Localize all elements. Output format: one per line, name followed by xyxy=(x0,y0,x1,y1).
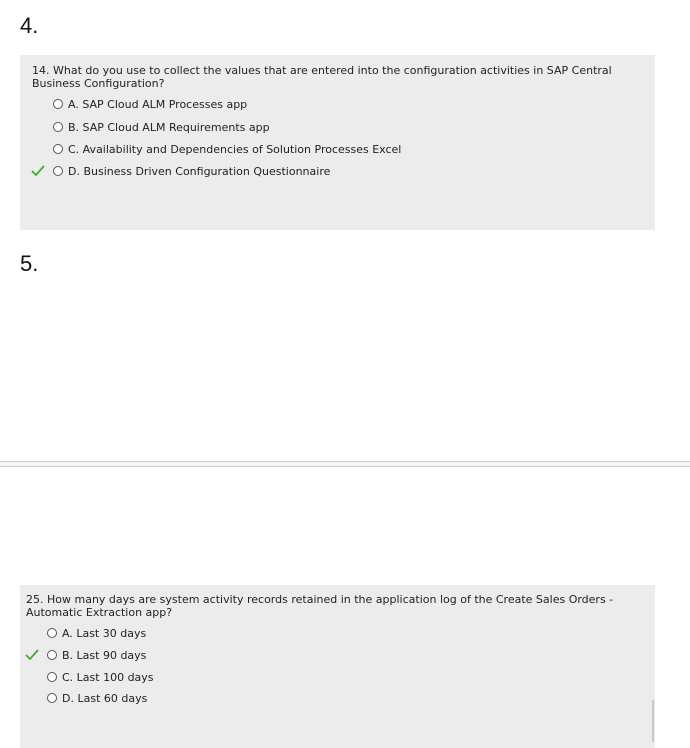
option-b[interactable] xyxy=(47,648,146,662)
checkmark-icon xyxy=(25,648,39,662)
checkmark-icon xyxy=(31,164,45,178)
option-a[interactable] xyxy=(53,97,247,111)
option-label: A. SAP Cloud ALM Processes app xyxy=(68,97,248,111)
radio-button[interactable] xyxy=(47,650,57,660)
question-card xyxy=(20,55,655,230)
radio-button[interactable] xyxy=(47,628,57,638)
question-text: 25. How many days are system activity records retained in the application log of the Create Sales Orders - Automatic Extraction app? xyxy=(26,593,614,619)
radio-button[interactable] xyxy=(53,166,63,176)
option-d[interactable] xyxy=(53,164,330,178)
radio-button[interactable] xyxy=(53,144,63,154)
page-divider xyxy=(0,461,690,467)
option-label: B. SAP Cloud ALM Requirements app xyxy=(68,120,270,134)
question-card xyxy=(20,585,655,748)
option-b[interactable] xyxy=(53,120,270,134)
option-label: C. Last 100 days xyxy=(62,670,154,684)
radio-button[interactable] xyxy=(47,693,57,703)
option-label: C. Availability and Dependencies of Solution Processes Excel xyxy=(68,142,402,156)
option-label: D. Last 60 days xyxy=(62,691,148,705)
option-d[interactable] xyxy=(47,691,147,705)
section-number: 5. xyxy=(20,251,39,276)
scrollbar-track[interactable] xyxy=(652,700,654,742)
option-label: B. Last 90 days xyxy=(62,648,147,662)
option-label: D. Business Driven Configuration Questionnaire xyxy=(68,164,331,178)
radio-button[interactable] xyxy=(53,122,63,132)
question-text: 14. What do you use to collect the values that are entered into the configuration activities in SAP Central Business Configuration? xyxy=(32,64,612,90)
section-number: 4. xyxy=(20,13,39,38)
radio-button[interactable] xyxy=(47,672,57,682)
option-c[interactable] xyxy=(47,670,154,684)
option-a[interactable] xyxy=(47,626,146,640)
option-label: A. Last 30 days xyxy=(62,626,147,640)
option-c[interactable] xyxy=(53,142,401,156)
radio-button[interactable] xyxy=(53,99,63,109)
